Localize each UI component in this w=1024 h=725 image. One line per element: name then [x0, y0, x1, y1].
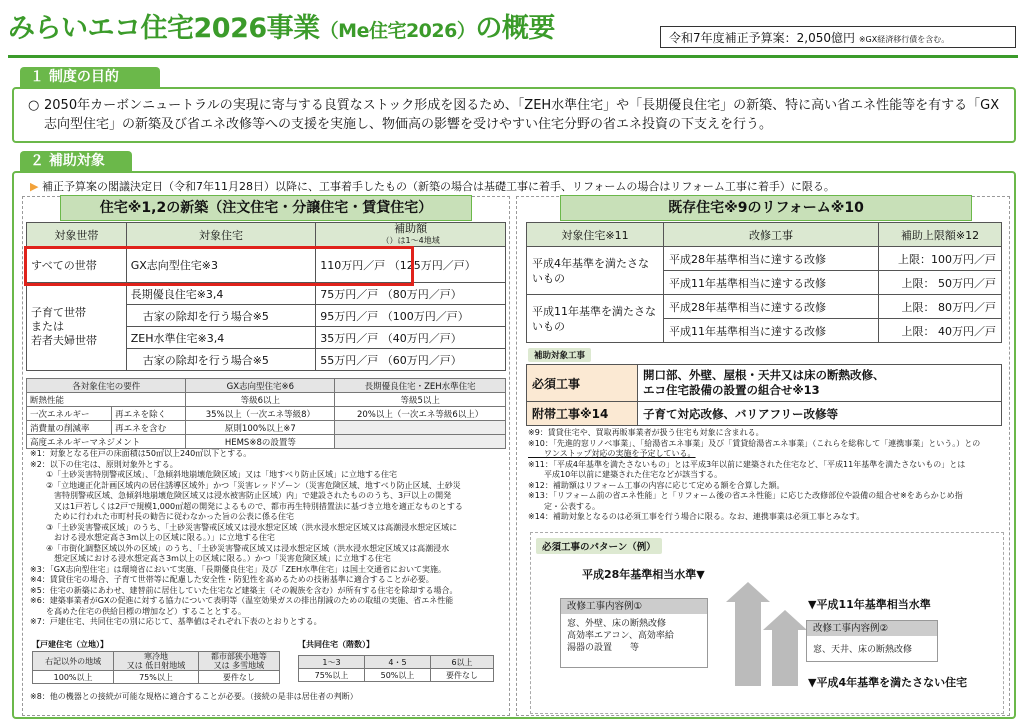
requirements-table	[26, 378, 506, 449]
row5-house: 古家の除却を行う場合※5	[126, 349, 316, 371]
title-paren: （Me住宅2026）	[319, 20, 476, 42]
section1-text: 2050年カーボンニュートラルの実現に寄与する良質なストック形成を図るため、「ZEH水準住宅」や「長期優良住宅」の新築、特に高い省エネ性能等を有する「GX志向型住宅」の新築及び省エネ改修等への支援を実施し、物価高の影響を受けやすい住宅分野の省エネ投資の下支えを行う。	[44, 98, 1000, 132]
notes-right: ※9：賃貸住宅や、買取再販事業者が扱う住宅も対象に含まれる。 ※10：「先進的窓リノベ事業」、「給湯省エネ事業」及び「賃貸給湯省エネ事業」（これらを総称して「連携事業」という。）との ワンストップ対応の実施を予定している。 ※11：「平成4年基準を満たさないもの」とは平成3年以前に建築された住宅など、「平成11年基準を満たさないもの」とは 平成10年以前に建築された住宅などが該当する。 ※12：補助額はリフォーム工事の内容に応じて定める額を合算した額。 ※13：「リフォーム前の省エネ性能」と「リフォーム後の省エネ性能」に応じた改修部位や設備の組合せ※をあらかじめ指 定・公表する。 ※14：補助対象となるのは必須工事を行う場合に限る。なお、連携事業は必須工事とみなす。	[528, 428, 981, 521]
row1-amount: 110万円／戸 （125万円／戸）	[316, 247, 506, 283]
section2-lead	[30, 178, 835, 194]
row5-amount: 55万円／戸 （60万円／戸）	[316, 349, 506, 371]
example1-box: 改修工事内容例① 窓、外壁、床の断熱改修 高効率エアコン、高効率給 湯器の設置 等	[560, 598, 708, 668]
row2-amount: 75万円／戸 （80万円／戸）	[316, 283, 506, 305]
detached-label: 【戸建住宅（立地）】	[32, 640, 108, 649]
title-rule	[8, 55, 1018, 58]
row1-household: すべての世帯	[27, 247, 127, 283]
row3-house: 古家の除却を行う場合※5	[126, 305, 316, 327]
bullet-icon: ○	[28, 98, 40, 113]
budget-box	[660, 26, 1016, 48]
section1-tab: １ 制度の目的	[20, 67, 160, 87]
table-row: 平成4年基準を満たさないもの 平成28年基準相当に達する改修 上限：100万円／戸	[527, 247, 1002, 271]
table-row: 平成11年基準を満たさないもの 平成28年基準相当に達する改修 上限： 80万円／戸	[527, 295, 1002, 319]
highlight-box	[24, 246, 414, 286]
table-row: 100%以上 75%以上 要件なし	[33, 671, 280, 684]
pattern-label: 必須工事のパターン（例）	[536, 538, 662, 554]
req-col1: 各対象住宅の要件	[27, 379, 186, 393]
table-row: 平成11年基準相当に達する改修 上限： 50万円／戸	[527, 271, 1002, 295]
example2-box: 改修工事内容例② 窓、天井、床の断熱改修	[806, 620, 938, 662]
group-household: 子育て世帯 または 若者夫婦世帯	[27, 283, 127, 371]
example2-head: 改修工事内容例②	[807, 621, 937, 636]
req-col2: GX志向型住宅※6	[186, 379, 335, 393]
section2-lead-text: 補正予算案の閣議決定日（令和7年11月28日）以降に、工事着手したもの（新築の場合は基礎工事に着手、リフォームの場合はリフォーム工事に着手）に限る。	[41, 180, 835, 193]
reform-table: 対象住宅※11 改修工事 補助上限額※12 平成4年基準を満たさないもの 平成28年基準相当に達する改修 上限：100万円／戸 平成11年基準相当に達する改修 上限： 50万円／戸 平成11年基準を満たさないもの 平成28年基準相当に達する改修 上限： 80万円／戸 平成11年基準相当に達する改修 上限： 40万円／戸	[526, 222, 1002, 343]
arrow-up-large-icon	[735, 600, 761, 686]
title-main: みらいエコ住宅2026事業	[8, 13, 320, 44]
budget-note: ※GX経済移行債を含む。	[858, 35, 950, 44]
table-row: 平成11年基準相当に達する改修 上限： 40万円／戸	[527, 319, 1002, 343]
level-h28: 平成28年基準相当水準▼	[582, 568, 705, 581]
table-row: 消費量の削減率 再エネを含む 原則100%以上※7	[27, 421, 506, 435]
row1-house: GX志向型住宅※3	[126, 247, 316, 283]
row3-amount: 95万円／戸 （100万円／戸）	[316, 305, 506, 327]
req-col3: 長期優良住宅・ZEH水準住宅	[335, 379, 506, 393]
level-h4: ▼平成4年基準を満たさない住宅	[808, 676, 968, 689]
collective-label: 【共同住宅（階数）】	[298, 640, 374, 649]
table-row: 75%以上 50%以上 要件なし	[299, 669, 494, 682]
example1-head: 改修工事内容例①	[561, 599, 707, 614]
page-title	[8, 6, 555, 45]
collective-table: 1～3 4・5 6以上 75%以上 50%以上 要件なし	[298, 655, 494, 682]
detached-table: 右記以外の地域 寒冷地 又は 低日射地域 都市部狭小地等 又は 多雪地域 100%以上 75%以上 要件なし	[32, 651, 280, 684]
notes-left: ※1：対象となる住戸の床面積は50㎡以上240㎡以下とする。 ※2：以下の住宅は、原則対象外とする。 ①「土砂災害特別警戒区域」、「急傾斜地崩壊危険区域」又は「地すべり防止区域」に立地する住宅 ②「立地適正化計画区域内の居住誘導区域外」かつ「災害レッドゾーン（災害危険区域、地すべり防止区域、土砂災 害特別警戒区域、急傾斜地崩壊危険区域又は浸水被害防止区域）内」で建設されたもののうち、3戸以上の開発 又は1戸若しくは2戸で規模1,000㎡超の開発によるもので、都市再生特別措置法に基づき立地を適正なものとする ために行われた市町村長の勧告に従わなかった旨の公表に係る住宅 ③「土砂災害警戒区域」のうち、「土砂災害警戒区域又は浸水想定区域（洪水浸水想定区域又は高潮浸水想定区域に おける浸水想定高さ3m以上の区域に限る。）」に立地する住宅 ④「市街化調整区域以外の区域」のうち、「土砂災害警戒区域又は浸水想定区域（洪水浸水想定区域又は高潮浸水 想定区域における浸水想定高さ3m以上の区域に限る。）かつ「災害危険区域」に立地する住宅 ※3：「GX志向型住宅」は環境省において実施、「長期優良住宅」及び「ZEH水準住宅」は国土交通省において実施。 ※4：賃貸住宅の場合、子育て世帯等に配慮した安全性・防犯性を高めるための技術基準に適合することが必要。 ※5：住宅の新築にあわせ、建替前に居住していた住宅など建築主（その親族を含む）が所有する住宅を除却する場合。 ※6：建築事業者がGXの促進に対する協力について表明等（温室効果ガスの排出削減のための取組の実施、省エネ性能 を高めた住宅の供給目標の増加など）することとする。 ※7：戸建住宅、共同住宅の別に応じて、基準値はそれぞれ下表のとおりとする。	[30, 449, 463, 626]
section2-tab: ２ 補助対象	[20, 151, 132, 171]
note8: ※8：他の機器との接続が可能な規格に適合することが必要。（接続の是非は居住者の判断）	[30, 692, 358, 701]
table-row: 必須工事 開口部、外壁、屋根・天井又は床の断熱改修、 エコ住宅設備の設置の組合せ※13	[527, 365, 1002, 402]
works-label: 補助対象工事	[528, 348, 591, 362]
table-row: 高度エネルギーマネジメント HEMS※8の設置等	[27, 435, 506, 449]
arrow-up-small-icon	[772, 628, 798, 686]
title-suffix: の概要	[475, 13, 555, 44]
row4-house: ZEH水準住宅※3,4	[126, 327, 316, 349]
col-household: 対象世帯	[27, 223, 127, 247]
section1-text-wrap	[28, 96, 1004, 134]
works-table	[526, 364, 1002, 426]
arrow-head-icon	[726, 582, 770, 602]
newbuild-heading: 住宅※1,2の新築（注文住宅・分譲住宅・賃貸住宅）	[60, 195, 472, 221]
row2-house: 長期優良住宅※3,4	[126, 283, 316, 305]
table-row: 附帯工事※14 子育て対応改修、バリアフリー改修等	[527, 402, 1002, 426]
col-house: 対象住宅	[126, 223, 316, 247]
row4-amount: 35万円／戸 （40万円／戸）	[316, 327, 506, 349]
arrow-head-icon	[763, 610, 807, 630]
budget-text: 令和7年度補正予算案：2,050億円	[669, 31, 855, 45]
triangle-right-icon: ▶	[30, 180, 39, 193]
level-h11: ▼平成11年基準相当水準	[808, 598, 931, 611]
table-row: 断熱性能 等級6以上 等級5以上	[27, 393, 506, 407]
newbuild-table	[26, 222, 506, 371]
reform-heading: 既存住宅※9のリフォーム※10	[560, 195, 972, 221]
table-row: 一次エネルギー 再エネを除く 35%以上（一次エネ等級8） 20%以上（一次エネ等級6以上）	[27, 407, 506, 421]
newbuild-header-row	[27, 223, 506, 247]
col-subsidy: 補助額 （）は1～4地域	[316, 223, 506, 247]
